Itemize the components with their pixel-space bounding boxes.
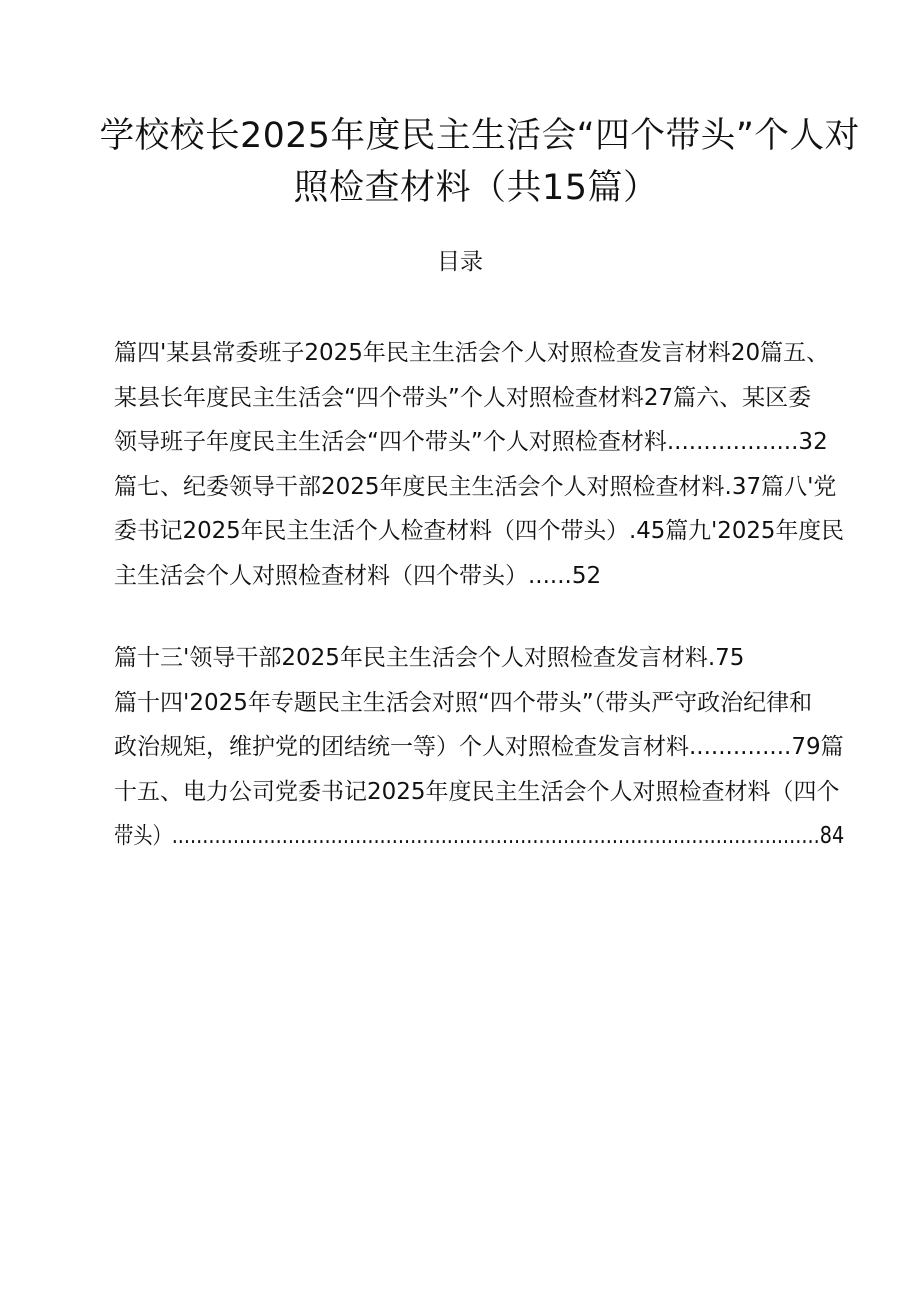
title-line-2: 照检查材料（共15篇） bbox=[293, 168, 659, 208]
toc-block-2 bbox=[114, 636, 844, 859]
toc-line: 篇七、纪委领导干部2025年度民主生活会个人对照检查材料.37篇八'党 bbox=[114, 473, 837, 500]
toc-line: 篇十四'2025年专题民主生活会对照“四个带头”（带头严守政治纪律和 bbox=[114, 689, 813, 716]
toc-line: 十五、电力公司党委书记2025年度民主生活会个人对照检查材料（四个 bbox=[114, 778, 840, 805]
toc-line: 委书记2025年民主生活个人检查材料（四个带头）.45篇九'2025年度民 bbox=[114, 518, 844, 544]
title-line-1: 学校校长2025年度民主生活会“四个带头”个人对 bbox=[99, 116, 860, 156]
toc-line: 带头）..........................................................................................................84 bbox=[114, 823, 845, 849]
toc-line: 篇四'某县常委班子2025年民主生活会个人对照检查发言材料20篇五、 bbox=[114, 340, 830, 366]
toc-heading: 目录 bbox=[437, 249, 483, 275]
toc-block-1 bbox=[114, 331, 844, 598]
toc-line: 政治规矩，维护党的团结统一等）个人对照检查发言材料..............79篇 bbox=[114, 734, 844, 760]
document-title bbox=[96, 110, 860, 214]
toc-line: 篇十三'领导干部2025年民主生活会个人对照检查发言材料.75 bbox=[114, 645, 745, 671]
toc-line: 领导班子年度民主生活会“四个带头”个人对照检查材料..................32 bbox=[114, 429, 828, 455]
toc-line: 主生活会个人对照检查材料（四个带头）......52 bbox=[114, 562, 602, 589]
toc-line: 某县长年度民主生活会“四个带头”个人对照检查材料27篇六、某区委 bbox=[114, 384, 812, 411]
